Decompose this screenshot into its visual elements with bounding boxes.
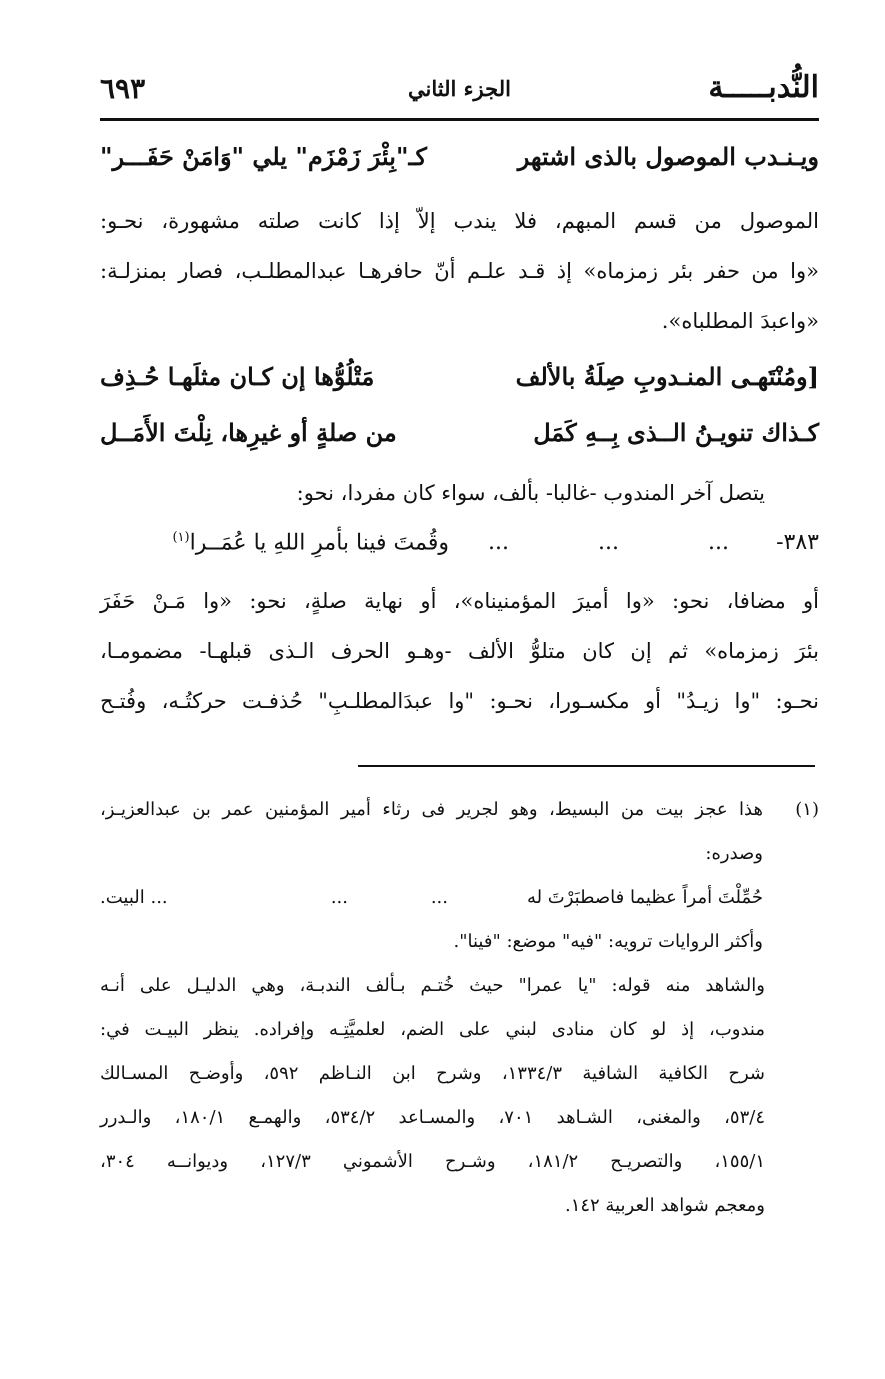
verse-line-3 [100,418,819,466]
page-header [100,62,819,112]
paragraph-1-line: «وا من حفر بئر زمزماه» إذ قـد علـم أنّ حافرهـا عبدالمطلـب، فصار بمنزلـة: [100,259,819,283]
footnote-number: (١) [795,799,819,820]
paragraph-3-line: بئرَ زمزماه» ثم إن كان متلوُّ الألف -وهـو الحرف الـذى قبلهـا- مضمومـا، [100,639,819,663]
paragraph-1-line: «واعبدَ المطلباه». [661,309,819,333]
paragraph-3-line: نحـو: "وا زيـدُ" أو مكسـورا، نحـو: "وا عبدَالمطلـبِ" حُذفـت حركتُـه، وفُتـح [100,689,819,713]
verse-1-left-hemistich: كـ"بِئْرَ زَمْزَم" يلي "وَامَنْ حَفَـــر" [100,142,427,171]
footnote-line: شرح الكافية الشافية ١٣٣٤/٣، وشرح ابن النـاظم ٥٩٢، وأوضـح المسـالك [100,1063,765,1084]
footnote-line: وأكثر الروايات ترويه: "فيه" موضع: "فينا". [453,931,763,952]
footnote-line: ٥٣/٤، والمغنى، الشـاهد ٧٠١، والمسـاعد ٥٣٤/٢، والهمـع ١٨٠/١، والـدرر [100,1107,765,1128]
footnote-verse-text: حُمِّلْتَ أمراً عظيما فاصطبَرْتَ له [526,887,763,908]
footnote-line: مندوب، إذ لو كان منادى لبني على الضم، لعلميَّتِـه وإفراده. ينظر البيـت في: [100,1019,765,1040]
footnote-line: هذا عجز بيت من البسيط، وهو لجرير فى رثاء أمير المؤمنين عمر بن عبدالعزيـز، [100,799,763,820]
ellipsis: ... [488,530,509,555]
footnote-line: ومعجم شواهد العربية ١٤٢. [564,1195,765,1216]
ellipsis: ... [330,887,348,908]
ellipsis: ... [598,530,619,555]
verse-2-left-hemistich: مَتْلُوُّها إن كـان مثلَهـا حُـذِف [100,362,375,391]
chapter-title: النُّدبـــــة [708,70,819,105]
footnote-reference[interactable]: (١) [172,530,190,545]
footnote-verse [100,876,763,920]
footnote-body [100,788,763,964]
header-divider [100,118,819,121]
verse-3-left-hemistich: من صلةٍ أو غيرِها، نِلْتَ الأَمَــل [100,418,397,447]
verse-3-right-hemistich: كـذاك تنويـنُ الــذى بِــهِ كَمَل [533,418,819,447]
footnote-line: ١٥٥/١، والتصريـح ١٨١/٢، وشـرح الأشموني ١٢٧/٣، وديوانــه ٣٠٤، [100,1151,765,1172]
footnote-verse-end: ... البيت. [100,887,168,908]
paragraph-1-line: الموصول من قسم المبهم، فلا يندب إلاّ إذا كانت صلته مشهورة، نحـو: [100,209,819,233]
footnote-line: وصدره: [705,843,763,864]
paragraph-2 [100,468,765,518]
footnote-line: والشاهد منه قوله: "يا عمرا" حيث خُتـم بـألف الندبـة، وهي الدليـل على أنـه [100,975,765,996]
verse-2-right-hemistich: [ومُنْتَهـى المنـدوبِ صِلَةُ بالألف [515,362,819,391]
paragraph-2-line: يتصل آخر المندوب -غالبا- بألف، سواء كان مفردا، نحو: [296,481,765,505]
page-number: ٦٩٣ [100,72,146,105]
ellipsis: ... [430,887,448,908]
example-number: ٣٨٣- [776,530,819,555]
paragraph-3-line: أو مضافا، نحو: «وا أميرَ المؤمنيناه»، أو نهاية صلةٍ، نحو: «وا مَـنْ حَفَرَ [100,589,819,613]
paragraph-1 [100,196,819,346]
footnote-divider [358,765,815,767]
paragraph-3 [100,576,819,726]
verse-1-right-hemistich: ويـنـدب الموصول بالذى اشتهر [517,142,819,171]
verse-line-1 [100,142,819,190]
part-title: الجزء الثاني [408,76,511,101]
footnote-body-continued [100,964,765,1228]
example-text [172,530,449,555]
verse-line-2 [100,362,819,410]
example-hemistich: وقُمتَ فينا بأمرِ اللهِ يا عُمَــرا [189,530,449,556]
example-verse-383 [100,522,819,570]
ellipsis: ... [708,530,729,555]
